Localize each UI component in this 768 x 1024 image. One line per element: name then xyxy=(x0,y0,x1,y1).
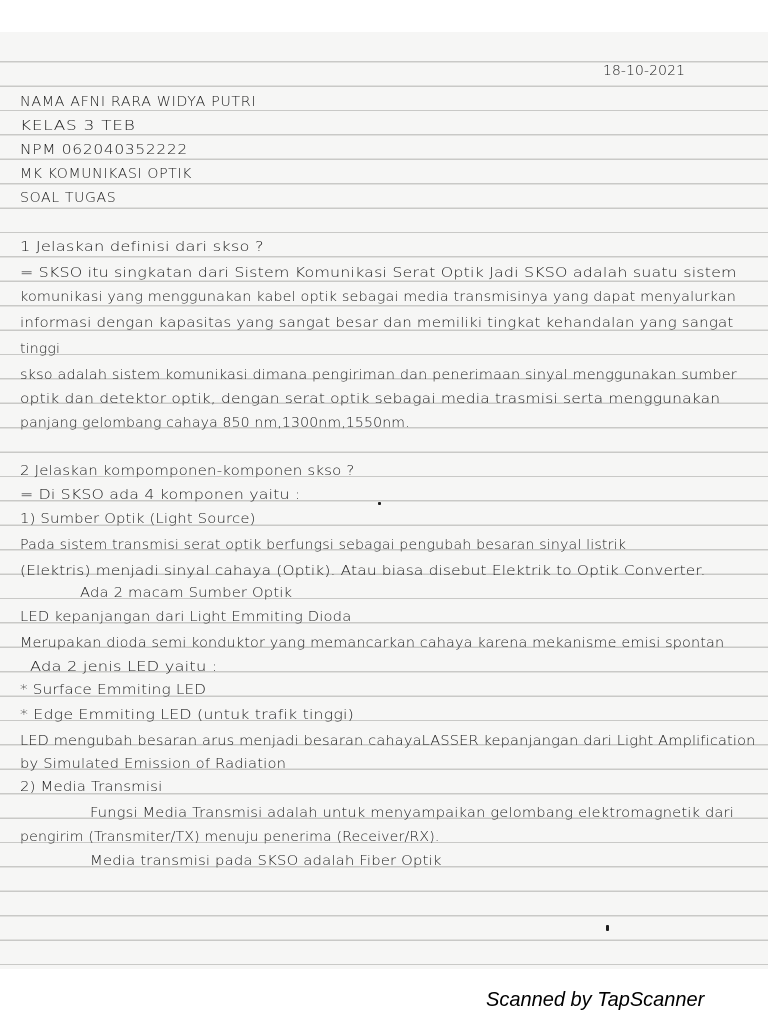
course-line: MK KOMUNIKASI OPTIK xyxy=(20,166,193,182)
date: 18-10-2021 xyxy=(603,64,686,79)
answer-2-line: Media transmisi pada SKSO adalah Fiber Optik xyxy=(90,854,442,869)
answer-2-line: pengirim (Transmiter/TX) menuju penerima (Receiver/RX). xyxy=(20,830,440,845)
answer-2-line: Merupakan dioda semi konduktor yang memancarkan cahaya karena mekanisme emisi spontan xyxy=(20,636,725,651)
answer-2-line: Fungsi Media Transmisi adalah untuk menyampaikan gelombang elektromagnetik dari xyxy=(90,806,734,821)
answer-2-line: * Surface Emmiting LED xyxy=(20,683,207,698)
answer-2-line: Ada 2 jenis LED yaitu : xyxy=(30,660,218,675)
answer-2-line: LED mengubah besaran arus menjadi besaran cahayaLASSER kepanjangan dari Light Amplification xyxy=(20,734,756,749)
answer-2-line: 1) Sumber Optik (Light Source) xyxy=(20,512,256,527)
answer-1-line: informasi dengan kapasitas yang sangat besar dan memiliki tingkat kehandalan yang sangat xyxy=(20,316,734,331)
scanner-watermark: Scanned by TapScanner xyxy=(486,989,705,1011)
ink-dot xyxy=(606,925,609,931)
answer-1-line: panjang gelombang cahaya 850 nm,1300nm,1550nm. xyxy=(20,416,410,431)
question-1: 1 Jelaskan definisi dari skso ? xyxy=(20,240,264,255)
answer-1-line: optik dan detektor optik, dengan serat optik sebagai media trasmisi serta menggunakan xyxy=(20,392,721,407)
answer-1-line: = SKSO itu singkatan dari Sistem Komunikasi Serat Optik Jadi SKSO adalah suatu sistem xyxy=(20,266,737,281)
class-line: KELAS 3 TEB xyxy=(20,118,136,134)
name-line: NAMA AFNI RARA WIDYA PUTRI xyxy=(20,94,257,110)
answer-2-line: Pada sistem transmisi serat optik berfungsi sebagai pengubah besaran sinyal listrik xyxy=(20,538,627,553)
answer-2-line: (Elektris) menjadi sinyal cahaya (Optik). Atau biasa disebut Elektrik to Optik Converter. xyxy=(20,564,706,579)
notebook-page xyxy=(0,32,768,969)
answer-2-line: 2) Media Transmisi xyxy=(20,780,163,795)
answer-2-line: Ada 2 macam Sumber Optik xyxy=(80,586,293,601)
npm-line: NPM 062040352222 xyxy=(20,142,188,158)
answer-1-line: komunikasi yang menggunakan kabel optik sebagai media transmisinya yang dapat menyalurkan xyxy=(20,290,737,305)
answer-1-line: skso adalah sistem komunikasi dimana pengiriman dan penerimaan sinyal menggunakan sumber xyxy=(20,368,737,383)
answer-1-line: tinggi xyxy=(20,342,61,357)
answer-2-line: by Simulated Emission of Radiation xyxy=(20,757,287,772)
answer-2-line: = Di SKSO ada 4 komponen yaitu : xyxy=(20,488,301,503)
ink-dot xyxy=(378,502,381,505)
answer-2-line: LED kepanjangan dari Light Emmiting Dioda xyxy=(20,610,352,625)
assignment-line: SOAL TUGAS xyxy=(20,190,117,206)
question-2: 2 Jelaskan kompomponen-komponen skso ? xyxy=(20,464,355,479)
answer-2-line: * Edge Emmiting LED (untuk trafik tinggi) xyxy=(20,708,354,723)
